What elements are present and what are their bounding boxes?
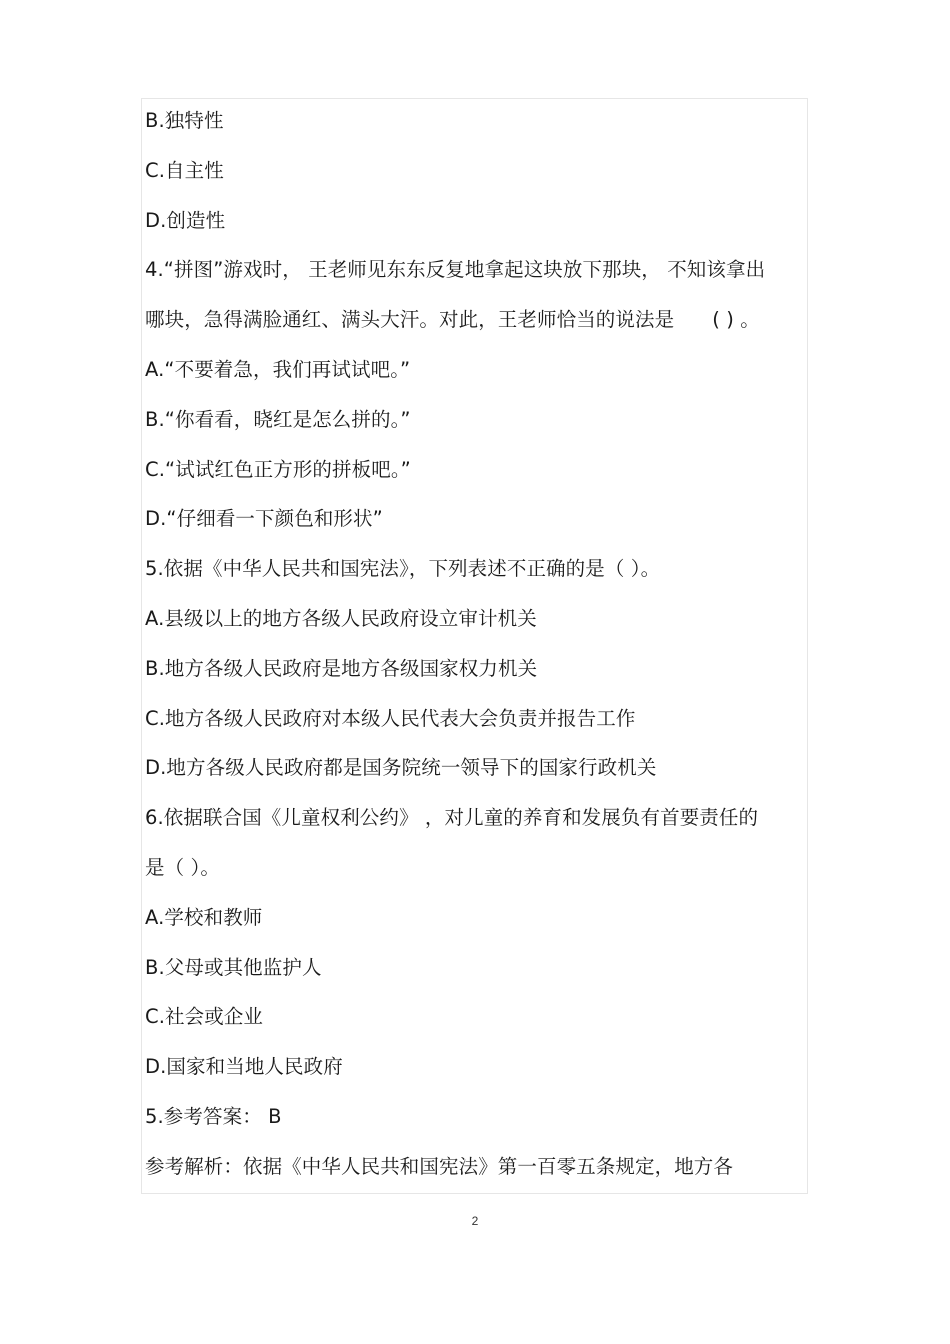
option-d-line: D.创造性	[145, 208, 226, 232]
question-4-option-d: D.“仔细看一下颜色和形状”	[145, 507, 383, 531]
question-4-line-2	[145, 295, 810, 345]
question-4-option-a: A.“不要着急，我们再试试吧。”	[145, 357, 411, 381]
question-6-option-c: C.社会或企业	[145, 1005, 264, 1029]
question-6-line-2: 是（ ）。	[145, 855, 220, 879]
option-b-line: B.独特性	[145, 109, 224, 132]
question-4-option-b: B.“你看看，晓红是怎么拼的。”	[145, 407, 411, 431]
question-5-option-a: A.县级以上的地方各级人民政府设立审计机关	[145, 606, 537, 630]
question-5-option-b: B.地方各级人民政府是地方各级国家权力机关	[145, 656, 538, 680]
option-c-line: C.自主性	[145, 158, 224, 182]
question-4-blank: ( ) 。	[712, 308, 760, 332]
question-6-option-b: B.父母或其他监护人	[145, 955, 322, 979]
question-5-option-d: D.地方各级人民政府都是国务院统一领导下的国家行政机关	[145, 756, 657, 780]
document-body	[145, 96, 810, 1192]
page-number: 2	[471, 1214, 479, 1228]
answer-5-line: 5.参考答案： B	[145, 1104, 282, 1128]
question-4-line-1: 4.“拼图”游戏时， 王老师见东东反复地拿起这块放下那块， 不知该拿出	[145, 258, 766, 282]
question-6-option-a: A.学校和教师	[145, 905, 263, 929]
question-6-option-d: D.国家和当地人民政府	[145, 1055, 343, 1079]
question-5-line: 5.依据《中华人民共和国宪法》，下列表述不正确的是（ ）。	[145, 557, 661, 581]
question-5-option-c: C.地方各级人民政府对本级人民代表大会负责并报告工作	[145, 706, 636, 730]
answer-5-explanation: 参考解析：依据《中华人民共和国宪法》第一百零五条规定，地方各	[145, 1154, 734, 1178]
question-4-option-c: C.“试试红色正方形的拼板吧。”	[145, 457, 411, 481]
question-4-text: 哪块，急得满脸通红、满头大汗。对此，王老师恰当的说法是	[145, 308, 675, 332]
question-6-line-1: 6.依据联合国《儿童权利公约》 ，对儿童的养育和发展负有首要责任的	[145, 806, 759, 830]
